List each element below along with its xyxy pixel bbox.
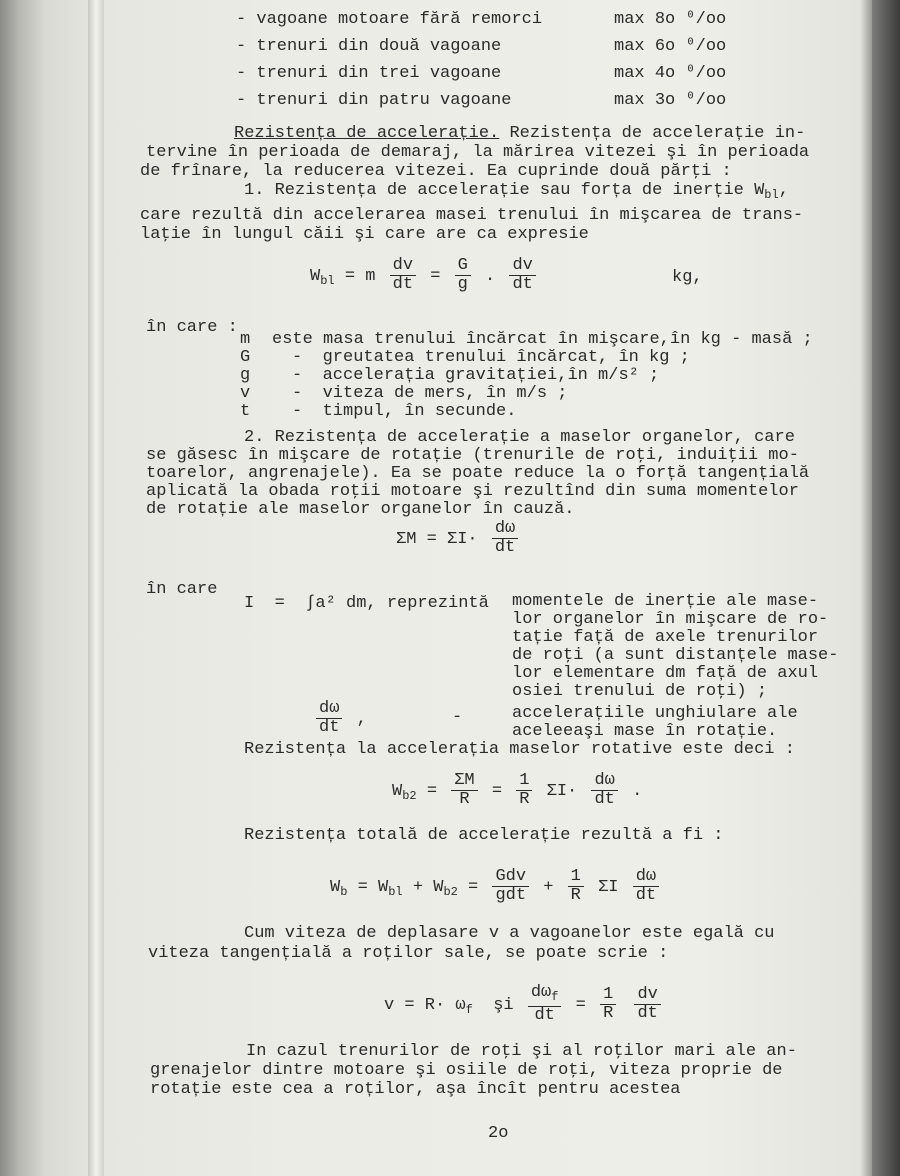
limit-label: - trenuri din trei vagoane (236, 64, 502, 83)
limit-label: - vagoane motoare fără remorci (236, 10, 543, 29)
def-text: aceleeaşi mase în rotație. (512, 722, 778, 741)
def-symbol: t (240, 402, 251, 421)
rotational-resistance-text: Rezistența la accelerația maselor rotative este deci : (244, 740, 795, 759)
def-text: de roţi (a sunt distanțele mase- (512, 646, 839, 665)
paragraph-line: grenajelor dintre motoare şi osiile de roţi, viteza proprie de (150, 1061, 783, 1080)
def-text: accelerațiile unghiulare ale (512, 704, 798, 723)
paragraph-line: se găsesc în mişcare de rotație (trenurile de roţi, induiţii mo- (146, 446, 799, 465)
paragraph-line: rotație este cea a roților, aşa încît pentru acestea (150, 1080, 681, 1099)
paragraph-line: toarelor, angrenajele). Ea se poate reduce la o forță tangențială (146, 464, 810, 483)
equation-wbl: $W_{bl} = m$ $\frac{dv}{dt}$ = $\frac{G}{g}$ . $\frac{dv}{dt}$ (310, 257, 540, 294)
def-symbol: g (240, 366, 251, 385)
where-intro: în care (146, 580, 218, 599)
def-dash: - (452, 708, 463, 727)
def-symbol: G (240, 348, 251, 367)
limit-row (236, 37, 501, 57)
paragraph-line: de frînare, la reducerea vitezei. Ea cuprinde două părţi : (140, 162, 732, 181)
paragraph-line: tervine în perioada de demaraj, la mărirea vitezei şi în perioada (146, 143, 810, 162)
def-text: momentele de inerție ale mase- (512, 592, 819, 611)
equation-moment-sum: ΣM = ΣI· $\frac{d\omega}{dt}$ (396, 520, 522, 557)
limit-label: - trenuri din două vagoane (236, 37, 502, 56)
limit-max: max 8o ⁰/oo (614, 10, 727, 29)
paragraph-line: viteza tangențială a roților sale, se poate scrie : (148, 944, 669, 963)
paragraph-line: laţie în lungul căii şi care are ca expresie (140, 225, 589, 244)
limit-row (236, 10, 542, 30)
equation-wb2: $W_{b2}$ = $\frac{\Sigma M}{R}$ = $\frac{1}{R}$ ΣI· $\frac{d\omega}{dt}$ . (392, 771, 643, 809)
angular-acceleration-symbol: $\frac{d\omega}{dt}$ , (312, 700, 367, 737)
paragraph-line: aplicată la obada roţii motoare şi rezultînd din suma momentelor (146, 482, 799, 501)
page-number: 2o (488, 1124, 509, 1143)
def-text: - timpul, în secunde. (292, 402, 517, 421)
def-text: lor elementare dm față de axul (512, 664, 819, 683)
page-edge-shadow (872, 0, 900, 1176)
limit-row (236, 64, 501, 84)
equation-unit: kg, (672, 268, 703, 287)
limit-label: - trenuri din patru vagoane (236, 91, 512, 110)
item-2: 2. Rezistența de accelerație a maselor organelor, care (244, 428, 795, 447)
where-intro: în care : (146, 318, 238, 337)
limit-max: max 4o ⁰/oo (614, 64, 727, 83)
inertia-definition: I = ∫a² dm, reprezintă (244, 594, 489, 613)
def-text: - greutatea trenului încărcat, în kg ; (292, 348, 690, 367)
def-text: - accelerația gravitației,în m/s² ; (292, 366, 660, 385)
limit-max: max 6o ⁰/oo (614, 37, 727, 56)
def-text: osiei trenului de roţi) ; (512, 682, 768, 701)
def-text: - viteza de mers, în m/s ; (292, 384, 568, 403)
equation-velocity: $v = R\cdot \omega_f$ şi $\frac{d\omega_f}{dt}$ = $\frac{1}{R}$ $\frac{dv}{dt}$ (384, 984, 665, 1025)
def-symbol: m (240, 330, 251, 349)
def-text: lor organelor în mişcare de ro- (512, 610, 829, 629)
equation-wb: $W_b = W_{bl} + W_{b2}$ = $\frac{\text{Gdv}}{\text{gdt}}$ + $\frac{1}{R}$ ΣI $\frac{d\omega}{dt}$ (330, 868, 663, 905)
section-paragraph: Rezistența de accelerație. Rezistența de accelerație in- (234, 124, 806, 143)
def-text: tație față de axele trenurilor (512, 628, 819, 647)
paragraph-line: care rezultă din accelerarea masei trenului în mişcarea de trans- (140, 206, 804, 225)
total-resistance-text: Rezistența totală de accelerație rezultă a fi : (244, 826, 724, 845)
paragraph-line: Cum viteza de deplasare v a vagoanelor este egală cu (244, 924, 775, 943)
item-1: 1. Rezistența de accelerație sau forța de inerție $W_{bl}$, (244, 181, 789, 202)
paragraph-line: de rotație ale maselor organelor în cauză. (146, 500, 575, 519)
paragraph-line: In cazul trenurilor de roţi şi al roţilor mari ale an- (246, 1042, 797, 1061)
def-text: este masa trenului încărcat în mişcare,în kg - masă ; (272, 330, 813, 349)
limit-row (236, 91, 511, 111)
def-symbol: v (240, 384, 251, 403)
section-heading: Rezistența de accelerație. (234, 124, 500, 143)
limit-max: max 3o ⁰/oo (614, 91, 727, 110)
page-fold (88, 0, 104, 1176)
